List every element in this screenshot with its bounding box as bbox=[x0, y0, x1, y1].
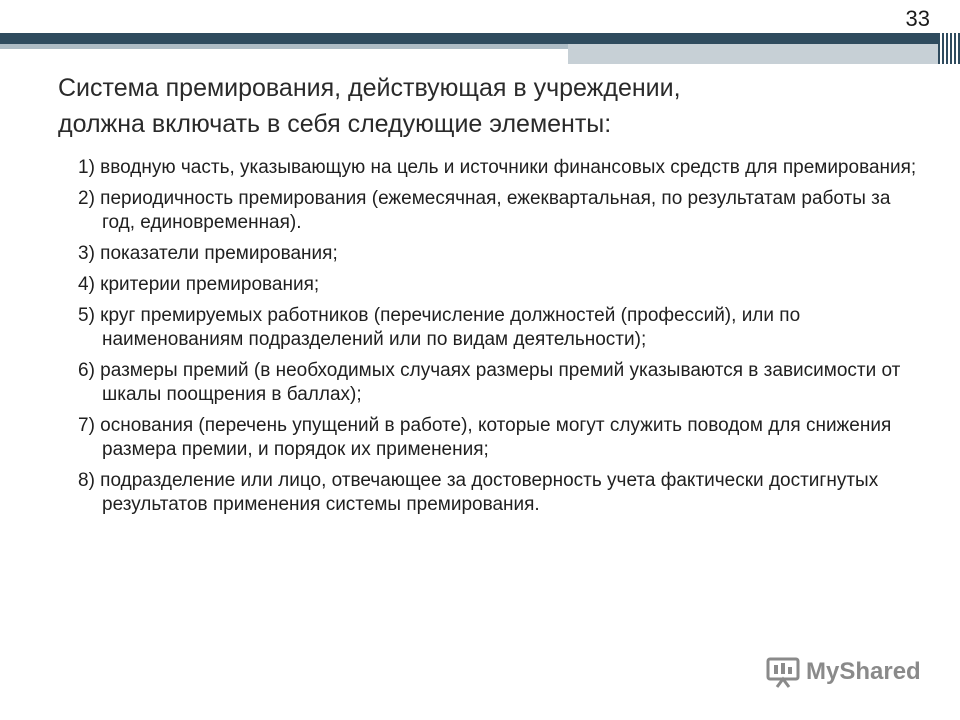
slide-number: 33 bbox=[905, 6, 930, 31]
presentation-board-icon bbox=[766, 656, 800, 688]
list-item: 3) показатели премирования; bbox=[78, 243, 338, 264]
header-bar-light bbox=[568, 44, 938, 64]
list-item: 8) подразделение или лицо, отвечающее за достоверность учета фактически достигнутых результатов применения системы премирования. bbox=[78, 470, 879, 515]
list-item: 4) критерии премирования; bbox=[78, 274, 320, 295]
header-bar-grey bbox=[0, 44, 568, 49]
myshared-watermark[interactable] bbox=[766, 656, 921, 688]
list-item: 6) размеры премий (в необходимых случаях размеры премий указываются в зависимости от шкалы поощрения в баллах); bbox=[78, 360, 901, 405]
slide-title-line-2: должна включать в себя следующие элементы: bbox=[58, 110, 612, 138]
header-decoration-bar bbox=[0, 33, 960, 63]
list-item: 7) основания (перечень упущений в работе), которые могут служить поводом для снижения размера премии, и порядок их применения; bbox=[78, 415, 892, 460]
slide-title-line-1: Система премирования, действующая в учреждении, bbox=[58, 74, 681, 102]
watermark-text: MyShared bbox=[806, 658, 921, 685]
header-bar-dark bbox=[0, 33, 960, 44]
elements-list bbox=[78, 156, 928, 524]
slide-title bbox=[58, 70, 918, 142]
list-item: 5) круг премируемых работников (перечисление должностей (профессий), или по наименованиям подразделений или по видам деятельности); bbox=[78, 305, 801, 350]
header-bar-stripes bbox=[938, 33, 960, 64]
list-item: 1) вводную часть, указывающую на цель и источники финансовых средств для премирования; bbox=[78, 157, 917, 178]
list-item: 2) периодичность премирования (ежемесячная, ежеквартальная, по результатам работы за год, единовременная). bbox=[78, 188, 891, 233]
